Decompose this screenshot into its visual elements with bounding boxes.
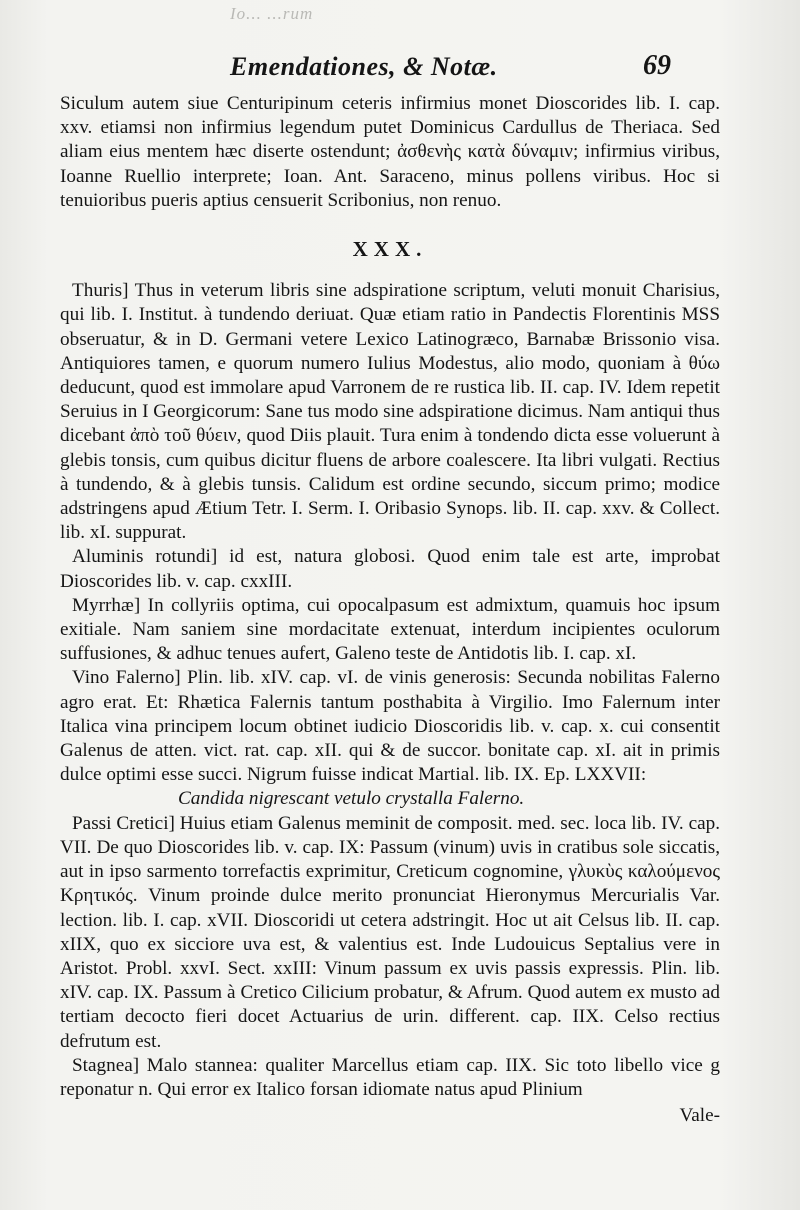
catchword: Vale- [679, 1105, 720, 1127]
note-myrrhae: Myrrhæ] In collyriis optima, cui opocalpasum est admixtum, quamuis hoc ipsum exitiale. Nam saniem sine mordacitate extenuat, interdum incipientes oculorum suffusiones, & adhuc tenues aufert, Galeno teste de Antidotis lib. I. cap. xI. [60, 594, 720, 665]
page-number: 69 [643, 50, 671, 81]
note-vino-falerno: Vino Falerno] Plin. lib. xIV. cap. vI. de vinis generosis: Secunda nobilitas Falerno agro erat. Et: Rhætica Falernis tantum posthabita à Virgilio. Imo Falernum inter Italica vina principem locum obtinet iudicio Dioscoridis lib. v. cap. x. cui consentit Galenus de atten. vict. rat. cap. xII. qui & de succor. bonitate cap. xI. ait in primis dulce optimi esse succi. Nigrum fuisse indicat Martial. lib. IX. Ep. LXXVII: [60, 667, 720, 786]
running-head: Emendationes, & Notæ. [230, 52, 498, 81]
note-passi-cretici: Passi Cretici] Huius etiam Galenus meminit de composit. med. sec. loca lib. IV. cap. VII. De quo Dioscorides lib. v. cap. IX: Passum (vinum) uvis in cratibus sole siccatis, aut in ipso sarmento torrefactis exprimitur, Creticum cognomine, γλυκὺς καλούμενος Κρητικός. Vinum proinde dulce merito pronunciat Hieronymus Mercurialis Var. lection. lib. I. cap. xVII. Dioscoridi ut cetera adstringit. Hoc ut ait Celsus lib. II. cap. xIIX, quo ex sicciore uva est, & valentius est. Inde Ludouicus Septalius vere in Aristot. Probl. xxvI. Sect. xxIII: Vinum passum ex uvis passis expressis. Plin. lib. xIV. cap. IX. Passum à Cretico Cilicium probatur, & Afrum. Quod autem ex musto ad tertiam decocto fieri docet Actuarius de urin. different. cap. IIX. Celso rectius defrutum est. [60, 812, 720, 1052]
verse-quote: Candida nigrescant vetulo crystalla Falerno. [178, 788, 525, 810]
section-heading: XXX. [352, 237, 428, 262]
note-thuris: Thuris] Thus in veterum libris sine adspiratione scriptum, veluti monuit Charisius, qui lib. I. Institut. à tundendo deriuat. Quæ etiam ratio in Pandectis Florentinis MSS obseruatur, & in D. Germani vetere Lexico Latinogræco, Barnabæ Brissonio visa. Antiquiores tamen, e quorum numero Iulius Modestus, alio modo, quoniam à θύω deducunt, quod est immolare apud Varronem de re rustica lib. II. cap. IV. Idem repetit Seruius in I Georgicorum: Sane tus modo sine adspiratione dicimus. Nam antiqui thus dicebant ἀπὸ τοῦ θύειν, quod Diis plauit. Tura enim à tondendo dicta esse voluerunt à glebis tonsis, cum quibus dicitur fluens de arbore coalescere. Ita libri vulgati. Rectius à tundendo, & à glebis tunsis. Calidum est ordine secundo, siccum primo; modice adstringens apud Ætium Tetr. I. Serm. I. Oribasio Synops. lib. II. cap. xxv. & Collect. lib. xI. suppurat. [60, 280, 720, 544]
show-through-text: Io... ...rum [230, 4, 314, 23]
note-aluminis: Aluminis rotundi] id est, natura globosi. Quod enim tale est arte, improbat Dioscorides lib. v. cap. cxxIII. [60, 546, 720, 592]
paragraph: Siculum autem siue Centuripinum ceteris infirmius monet Dioscorides lib. I. cap. xxv. etiamsi non infirmius legendum putet Dominicus Cardullus de Theriaca. Sed aliam eius mentem hæc diserte ostendunt; ἀσθενὴς κατὰ δύναμιν; infirmius viribus, Ioanne Ruellio interprete; Ioan. Ant. Saraceno, minus pollens viribus. Hoc si tenuioribus pueris aptius censuerit Scribonius, non renuo. [60, 93, 720, 211]
note-stagnea: Stagnea] Malo stannea: qualiter Marcellus etiam cap. IIX. Sic toto libello vice g reponatur n. Qui error ex Italico forsan idiomate natus apud Plinium [60, 1054, 720, 1100]
main-text [60, 92, 720, 1128]
page-header [0, 50, 800, 90]
